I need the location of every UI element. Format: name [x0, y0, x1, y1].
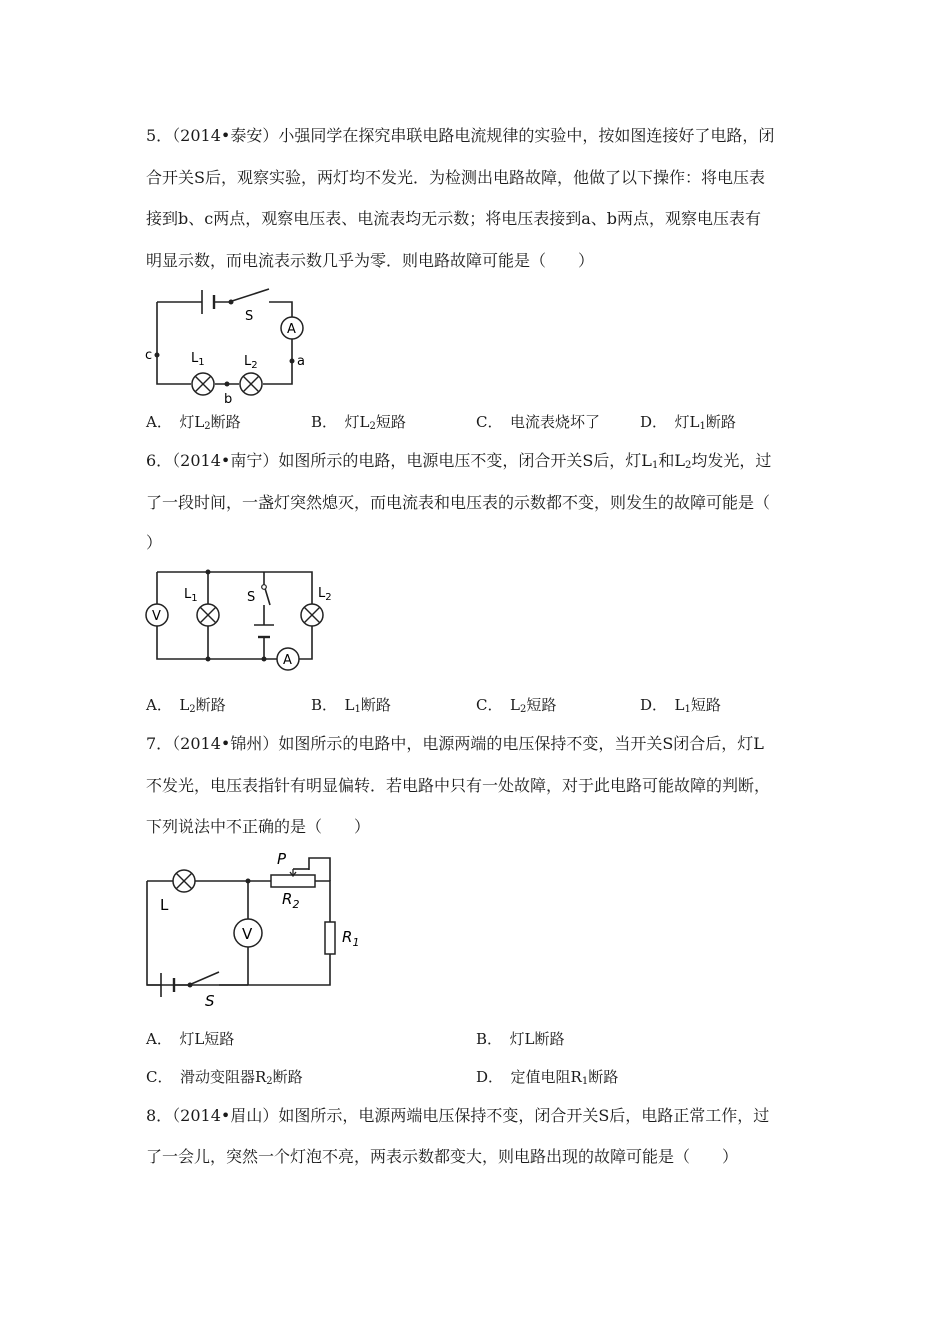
q6-option-c-sub: 2: [519, 704, 527, 715]
q6-line-3: ）: [146, 533, 163, 552]
junction-dot: [206, 570, 211, 575]
switch-pivot-icon: [188, 983, 193, 988]
q5-option-c[interactable]: [476, 412, 600, 432]
junction-dot: [246, 879, 251, 884]
q6-option-a-sub: 2: [189, 704, 196, 715]
q5-circuit-diagram: [144, 285, 304, 405]
q7-option-a[interactable]: [146, 1029, 234, 1049]
q6-circuit-diagram: [144, 565, 344, 675]
battery-icon: [254, 625, 274, 637]
q6-option-a[interactable]: [146, 695, 226, 720]
q6-option-d-post: 短路: [690, 696, 721, 714]
q7-circuit-diagram: [144, 846, 384, 1011]
voltmeter-label: V: [242, 925, 253, 943]
q6-option-b-post: 断路: [360, 696, 391, 714]
voltmeter-label: V: [152, 609, 161, 624]
q7-option-b-text: B． 灯L断路: [476, 1030, 565, 1048]
q5-line-1: 5．（2014•泰安）小强同学在探究串联电路电流规律的实验中，按如图连接好了电路，闭: [146, 126, 775, 145]
q7-option-c-sub: 2: [266, 1076, 273, 1087]
q5-option-a-sub: 2: [204, 421, 211, 432]
q5-option-d[interactable]: [640, 412, 736, 437]
q7-option-d-post: 断路: [588, 1068, 619, 1086]
lamp-l1-label: $L_1$: [184, 587, 198, 604]
q5-line-4: 明显示数，而电流表示数几乎为零．则电路故障可能是（ ）: [146, 251, 595, 270]
q6-line-1: [146, 451, 771, 476]
q6-line-2: 了一段时间，一盏灯突然熄灭，而电流表和电压表的示数都不变，则发生的故障可能是（: [146, 493, 771, 512]
point-b-dot: [225, 382, 230, 387]
rheostat-r2-label: $R_2$: [282, 890, 300, 911]
lamp-l2-label: $L_2$: [318, 586, 332, 603]
q8-line-2: 了一会儿，突然一个灯泡不亮，两表示数都变大，则电路出现的故障可能是（ ）: [146, 1147, 739, 1166]
q7-option-c-text: C． 滑动变阻器R: [146, 1068, 267, 1086]
slider-p-label: P: [277, 850, 287, 868]
point-a-label: a: [297, 354, 305, 369]
q5-option-b-post: 短路: [375, 413, 406, 431]
switch-pivot-icon: [229, 300, 234, 305]
switch-label: S: [247, 590, 256, 605]
resistor-r1-icon: [325, 922, 335, 954]
q7-line-3: 下列说法中不正确的是（ ）: [146, 817, 371, 836]
q6-option-b[interactable]: [311, 695, 391, 720]
lamp-l1-label: $L_1$: [191, 351, 205, 368]
q6-line-1-sub1: 1: [651, 460, 659, 471]
q6-line-1-pre: 6．（2014•南宁）如图所示的电路，电源电压不变，闭合开关S后，灯L: [146, 451, 652, 470]
q6-option-a-post: 断路: [195, 696, 226, 714]
q5-option-b-sub: 2: [369, 421, 376, 432]
lamp-l-label: L: [160, 896, 169, 914]
q5-wires: [157, 289, 292, 384]
junction-dot: [206, 657, 211, 662]
point-b-label: b: [224, 392, 233, 407]
q6-option-d[interactable]: [640, 695, 721, 720]
q5-option-b-text: B． 灯L: [311, 413, 370, 431]
q5-option-b[interactable]: [311, 412, 406, 437]
q5-option-d-post: 断路: [705, 413, 736, 431]
q6-line-1-sub2: 2: [684, 460, 692, 471]
q6-option-a-text: A． L: [146, 696, 190, 714]
q5-option-a-post: 断路: [210, 413, 241, 431]
ammeter-label: A: [287, 322, 296, 337]
q7-option-a-text: A． 灯L短路: [146, 1030, 235, 1048]
q6-line-1-mid: 和L: [658, 451, 685, 470]
ammeter-label: A: [283, 653, 292, 668]
q6-option-c-text: C． L: [476, 696, 520, 714]
voltmeter-icon: [146, 604, 168, 626]
q7-option-b[interactable]: [476, 1029, 565, 1049]
q5-option-d-text: D． 灯L: [640, 413, 700, 431]
lamp-l-icon: [173, 870, 195, 892]
lamp-l1-icon: [197, 604, 219, 626]
ammeter-icon: [281, 317, 303, 339]
switch-label: S: [205, 992, 215, 1010]
q6-line-1-post: 均发光，过: [691, 451, 772, 470]
q8-line-1: 8．（2014•眉山）如图所示，电源两端电压保持不变，闭合开关S后，电路正常工作，过: [146, 1106, 770, 1125]
ammeter-icon: [277, 648, 299, 670]
q6-option-b-text: B． L: [311, 696, 355, 714]
q5-option-c-text: C． 电流表烧坏了: [476, 413, 600, 431]
q5-option-a[interactable]: [146, 412, 241, 437]
q7-option-c[interactable]: [146, 1067, 303, 1092]
battery-icon: [202, 290, 214, 314]
point-c-label: c: [145, 348, 153, 363]
lamp-l2-label: $L_2$: [244, 354, 258, 371]
lamp-l2-icon: [301, 604, 323, 626]
lamp-l1-icon: [192, 373, 214, 395]
q5-line-3: 接到b、c两点，观察电压表、电流表均无示数；将电压表接到a、b两点，观察电压表有: [146, 209, 761, 228]
resistor-r1-label: $R_1$: [342, 928, 360, 949]
rheostat-r2-icon: [271, 869, 315, 887]
q6-option-c[interactable]: [476, 695, 556, 720]
q7-option-c-post: 断路: [272, 1068, 303, 1086]
q7-line-1: 7．（2014•锦州）如图所示的电路中，电源两端的电压保持不变，当开关S闭合后，灯L: [146, 734, 764, 753]
q6-option-d-text: D． L: [640, 696, 685, 714]
point-a-dot: [290, 359, 295, 364]
voltmeter-icon: [234, 919, 262, 947]
point-c-dot: [155, 353, 160, 358]
q7-option-d-text: D． 定值电阻R: [476, 1068, 582, 1086]
q7-option-d[interactable]: [476, 1067, 618, 1092]
q5-line-2: 合开关S后，观察实验，两灯均不发光．为检测出电路故障，他做了以下操作：将电压表: [146, 168, 765, 187]
q5-option-d-sub: 1: [699, 421, 706, 432]
q6-option-c-post: 短路: [526, 696, 557, 714]
lamp-l2-icon: [240, 373, 262, 395]
switch-pivot-icon: [262, 585, 267, 590]
q7-line-2: 不发光，电压表指针有明显偏转．若电路中只有一处故障，对于此电路可能故障的判断，: [146, 776, 771, 795]
switch-label: S: [245, 309, 254, 324]
q6-wires: [157, 572, 312, 659]
q7-option-d-sub: 1: [581, 1076, 589, 1087]
junction-dot: [262, 657, 267, 662]
q6-option-d-sub: 1: [684, 704, 691, 715]
q6-option-b-sub: 1: [354, 704, 361, 715]
q5-option-a-text: A． 灯L: [146, 413, 205, 431]
